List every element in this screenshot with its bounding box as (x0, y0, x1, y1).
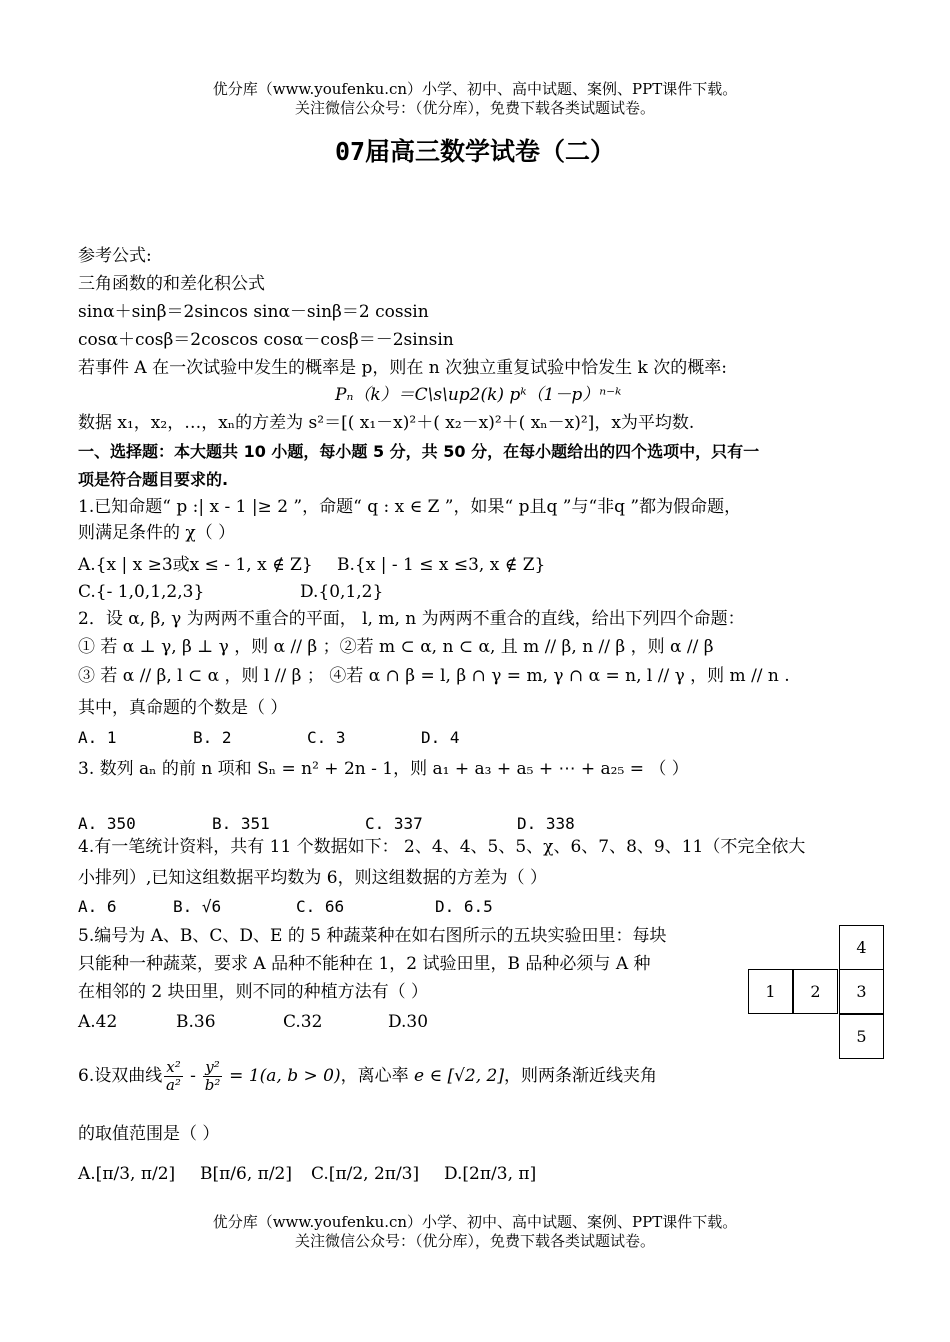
header-line-2: 关注微信公众号：（优分库），免费下载各类试题试卷。 (294, 99, 655, 117)
q6-fraction-x (164, 1059, 182, 1094)
section-1-heading: 一、选择题：本大题共 10 小题，每小题 5 分，共 50 分，在每小题给出的四个选项中，只有一 (78, 442, 760, 461)
section-1-heading-cont: 项是符合题目要求的. (78, 470, 229, 489)
q2-option-d: D. 4 (421, 728, 460, 747)
field-cell-3: 3 (839, 969, 884, 1014)
q5-option-d: D.30 (388, 1012, 429, 1032)
q2-stem: 2．设 α, β, γ 为两两不重合的平面， l, m, n 为两两不重合的直线，给出下列四个命题： (78, 609, 745, 629)
q6-equation-rest: = 1(a, b > 0) (223, 1066, 341, 1086)
footer-line-1: 优分库（www.youfenku.cn）小学、初中、高中试题、案例、PPT课件下载。 (212, 1213, 738, 1231)
header-line-1: 优分库（www.youfenku.cn）小学、初中、高中试题、案例、PPT课件下载。 (212, 80, 738, 98)
q6-stem (78, 1052, 657, 1100)
field-diagram (748, 925, 886, 1061)
q5-line-2: 只能种一种蔬菜，要求 A 品种不能种在 1，2 试验田里，B 品种必须与 A 种 (78, 954, 651, 974)
q4-stem-2: 小排列）,已知这组数据平均数为 6，则这组数据的方差为（ ） (78, 868, 548, 888)
q1-option-a: A.{x | x ≥3或x ≤ - 1, x ∉ Z} (78, 555, 313, 575)
q1-option-b: B.{x | - 1 ≤ x ≤3, x ∉ Z} (337, 555, 546, 575)
q5-line-3: 在相邻的 2 块田里，则不同的种植方法有（ ） (78, 982, 429, 1002)
trig-heading: 三角函数的和差化积公式 (78, 274, 265, 294)
q6-mid: ，离心率 (340, 1066, 415, 1086)
q6-eccentricity: e ∈ [√2, 2] (414, 1066, 505, 1086)
q3-option-c: C. 337 (365, 814, 423, 833)
q5-line-1: 5.编号为 A、B、C、D、E 的 5 种蔬菜种在如右图所示的五块实验田里：每块 (78, 926, 667, 946)
page-title: 07届高三数学试卷（二） (334, 137, 616, 166)
q5-option-a: A.42 (78, 1012, 118, 1032)
q6-x2: x² (166, 1058, 181, 1076)
q2-props-3-4: ③ 若 α // β, l ⊂ α ，则 l // β ； ④若 α ∩ β = l, β ∩ γ = m, γ ∩ α = n, l // γ ，则 m // n . (78, 666, 790, 686)
footer-line-2: 关注微信公众号：（优分库），免费下载各类试题试卷。 (294, 1232, 655, 1250)
field-cell-5: 5 (839, 1014, 884, 1059)
field-cell-2: 2 (793, 969, 838, 1014)
q4-option-d: D. 6.5 (435, 897, 493, 916)
q6-option-c: C.[π/2, 2π/3] (311, 1164, 420, 1184)
q2-ask: 其中，真命题的个数是（ ） (78, 698, 288, 718)
q6-a2: a² (165, 1076, 181, 1094)
q4-option-c: C. 66 (296, 897, 345, 916)
q1-option-c: C.{- 1,0,1,2,3} (78, 582, 205, 602)
q4-option-a: A. 6 (78, 897, 117, 916)
cos-formula: cosα＋cosβ＝2coscos cosα－cosβ＝－2sinsin (78, 330, 454, 350)
q2-option-a: A. 1 (78, 728, 117, 747)
q5-option-c: C.32 (283, 1012, 323, 1032)
q6-prefix: 6.设双曲线 (78, 1066, 163, 1086)
q6-b2: b² (204, 1076, 221, 1094)
q4-option-b: B. √6 (173, 897, 222, 916)
probability-text: 若事件 A 在一次试验中发生的概率是 p，则在 n 次独立重复试验中恰发生 k 次的概率: (78, 358, 727, 378)
q2-option-b: B. 2 (193, 728, 232, 747)
sin-formula: sinα＋sinβ＝2sincos sinα－sinβ＝2 cossin (78, 302, 429, 322)
q6-option-d: D.[2π/3, π] (444, 1164, 537, 1184)
q3-option-b: B. 351 (212, 814, 270, 833)
q6-post: ，则两条渐近线夹角 (504, 1066, 658, 1086)
q6-fraction-y (203, 1059, 222, 1094)
q2-props-1-2: ① 若 α ⊥ γ, β ⊥ γ ，则 α // β ；②若 m ⊂ α, n ⊂ α, 且 m // β, n // β ，则 α // β (78, 637, 714, 657)
q6-y2: y² (205, 1058, 220, 1076)
field-cell-4: 4 (839, 925, 884, 970)
q5-option-b: B.36 (176, 1012, 216, 1032)
q1-stem-2: 则满足条件的 χ（ ） (78, 523, 236, 543)
q3-option-d: D. 338 (517, 814, 575, 833)
q6-line-2: 的取值范围是（ ） (78, 1124, 220, 1144)
q6-option-b: B[π/6, π/2] (200, 1164, 292, 1184)
q3-stem: 3. 数列 aₙ 的前 n 项和 Sₙ = n² + 2n - 1，则 a₁ + a₃ + a₅ + ⋯ + a₂₅ = （ ） (78, 759, 689, 779)
q3-option-a: A. 350 (78, 814, 136, 833)
q6-option-a: A.[π/3, π/2] (78, 1164, 176, 1184)
q2-option-c: C. 3 (307, 728, 346, 747)
q4-stem-1: 4.有一笔统计资料，共有 11 个数据如下： 2、4、4、5、5、χ、6、7、8、9、11（不完全依大 (78, 837, 806, 857)
q1-stem: 1.已知命题“ p :| x - 1 |≥ 2 ”，命题“ q : x ∈ Z ”，如果“ p且q ”与“非q ”都为假命题， (78, 497, 742, 517)
probability-formula: Pₙ（k）＝C\s\up2(k) pᵏ（1－p）ⁿ⁻ᵏ (335, 385, 622, 405)
variance-formula: 数据 x₁，x₂，…，xₙ的方差为 s²＝[( x₁－x)²＋( x₂－x)²＋( xₙ－x)²]，x为平均数. (78, 413, 695, 433)
formula-heading: 参考公式: (78, 246, 152, 266)
field-cell-1: 1 (748, 969, 793, 1014)
q6-minus: - (184, 1066, 202, 1086)
q1-option-d: D.{0,1,2} (300, 582, 384, 602)
